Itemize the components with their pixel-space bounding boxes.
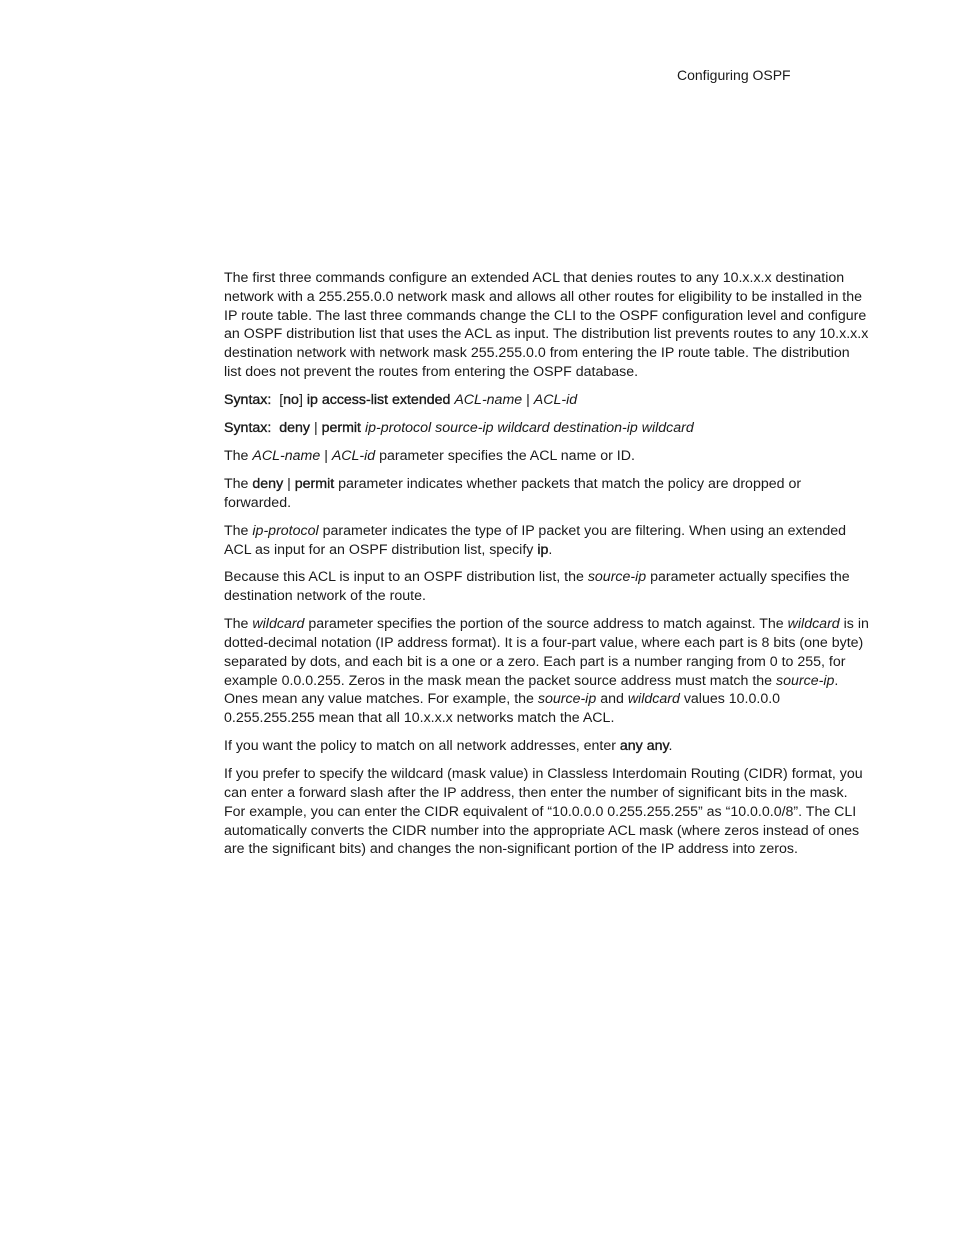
- syntax-label: Syntax:: [224, 419, 272, 436]
- text: parameter specifies the ACL name or ID.: [379, 447, 635, 464]
- acl-id-term: ACL-id: [331, 447, 376, 464]
- source-ip-term: source-ip: [537, 691, 597, 708]
- permit-term: permit: [294, 475, 335, 492]
- source-ip-paragraph: [224, 568, 870, 606]
- aclname-paragraph: [224, 447, 870, 466]
- ip-protocol-paragraph: [224, 522, 870, 560]
- text: The: [224, 522, 249, 539]
- text: Because this ACL is input to an OSPF distribution list, the: [224, 569, 584, 586]
- cidr-paragraph: If you prefer to specify the wildcard (mask value) in Classless Interdomain Routing (CIDR) format, you can enter a forward slash after the IP address, then enter the number of significant bits in the mask. For example, you can enter the CIDR equivalent of “10.0.0.0 0.255.255.255” as “10.0.0.0/8”. The CLI automatically converts the CIDR number into the appropriate ACL mask (where zeros instead of ones are the significant bits) and changes the non-significant portion of the IP address into zeros.: [224, 766, 863, 858]
- text: . Ones mean any value matches. For example, the: [224, 672, 839, 708]
- permit-keyword: permit: [321, 419, 361, 436]
- text: parameter indicates whether packets that match the policy are dropped or forwarded.: [224, 475, 802, 511]
- ip-protocol-term: ip-protocol: [252, 522, 319, 539]
- bracket-close: ]: [298, 391, 303, 408]
- ip-term: ip: [537, 541, 549, 558]
- document-body: [224, 269, 870, 868]
- wildcard-term: wildcard: [787, 616, 840, 633]
- no-keyword: no: [283, 391, 299, 408]
- source-ip-term: source-ip: [587, 569, 647, 586]
- text: If you want the policy to match on all network addresses, enter: [224, 738, 616, 755]
- wildcard-paragraph: [224, 615, 870, 728]
- acl-id-param: ACL-id: [533, 391, 578, 408]
- bracket-open: [: [279, 391, 284, 408]
- text: is in dotted-decimal notation (IP address format). It is a four-part value, where each part is 8 bits (one byte) separated by dots, and each bit is a one or a zero. Each part is a number ranging from 0 to 255, for example 0.0.0.255. Zeros in the mask mean the packet source address must match the: [224, 616, 869, 689]
- separator: |: [324, 447, 328, 464]
- syntax-deny-permit: [224, 419, 870, 438]
- text: .: [668, 738, 673, 755]
- deny-permit-paragraph: [224, 475, 870, 513]
- acl-name-term: ACL-name: [252, 447, 321, 464]
- text: and: [600, 691, 624, 708]
- text: The: [224, 447, 249, 464]
- separator: |: [287, 475, 291, 492]
- source-ip-term: source-ip: [776, 672, 835, 689]
- command-keyword: ip access-list extended: [306, 391, 451, 408]
- text: The: [224, 475, 249, 492]
- wildcard-term: wildcard: [627, 691, 680, 708]
- text: parameter specifies the portion of the source address to match against. The: [308, 616, 784, 633]
- text: The: [224, 616, 249, 633]
- text: parameter actually specifies the destination network of the route.: [224, 569, 850, 605]
- syntax-acl-extended: [224, 391, 870, 410]
- syntax-params: ip-protocol source-ip wildcard destination-ip wildcard: [364, 419, 694, 436]
- separator: |: [313, 419, 318, 436]
- text: .: [548, 541, 553, 558]
- separator: |: [526, 391, 530, 408]
- intro-paragraph: The first three commands configure an extended ACL that denies routes to any 10.x.x.x destination network with a 255.255.0.0 network mask and allows all other routes for eligibility to be installed in the IP route table. The last three commands change the CLI to the OSPF configuration level and configure an OSPF distribution list that uses the ACL as input. The distribution list prevents routes to any 10.x.x.x destination network with network mask 255.255.0.0 from entering the IP route table. The distribution list does not prevent the routes from entering the OSPF database.: [224, 270, 869, 380]
- text: parameter indicates the type of IP packet you are filtering. When using an extended ACL as input for an OSPF distribution list, specify: [224, 522, 847, 558]
- deny-term: deny: [252, 475, 284, 492]
- text: values 10.0.0.0 0.255.255.255 mean that all 10.x.x.x networks match the ACL.: [224, 691, 781, 727]
- running-header: Configuring OSPF: [677, 67, 791, 83]
- any-any-paragraph: [224, 737, 870, 756]
- wildcard-term: wildcard: [252, 616, 305, 633]
- acl-name-param: ACL-name: [454, 391, 523, 408]
- deny-keyword: deny: [279, 419, 310, 436]
- any-any-term: any any: [619, 738, 669, 755]
- syntax-label: Syntax:: [224, 391, 272, 408]
